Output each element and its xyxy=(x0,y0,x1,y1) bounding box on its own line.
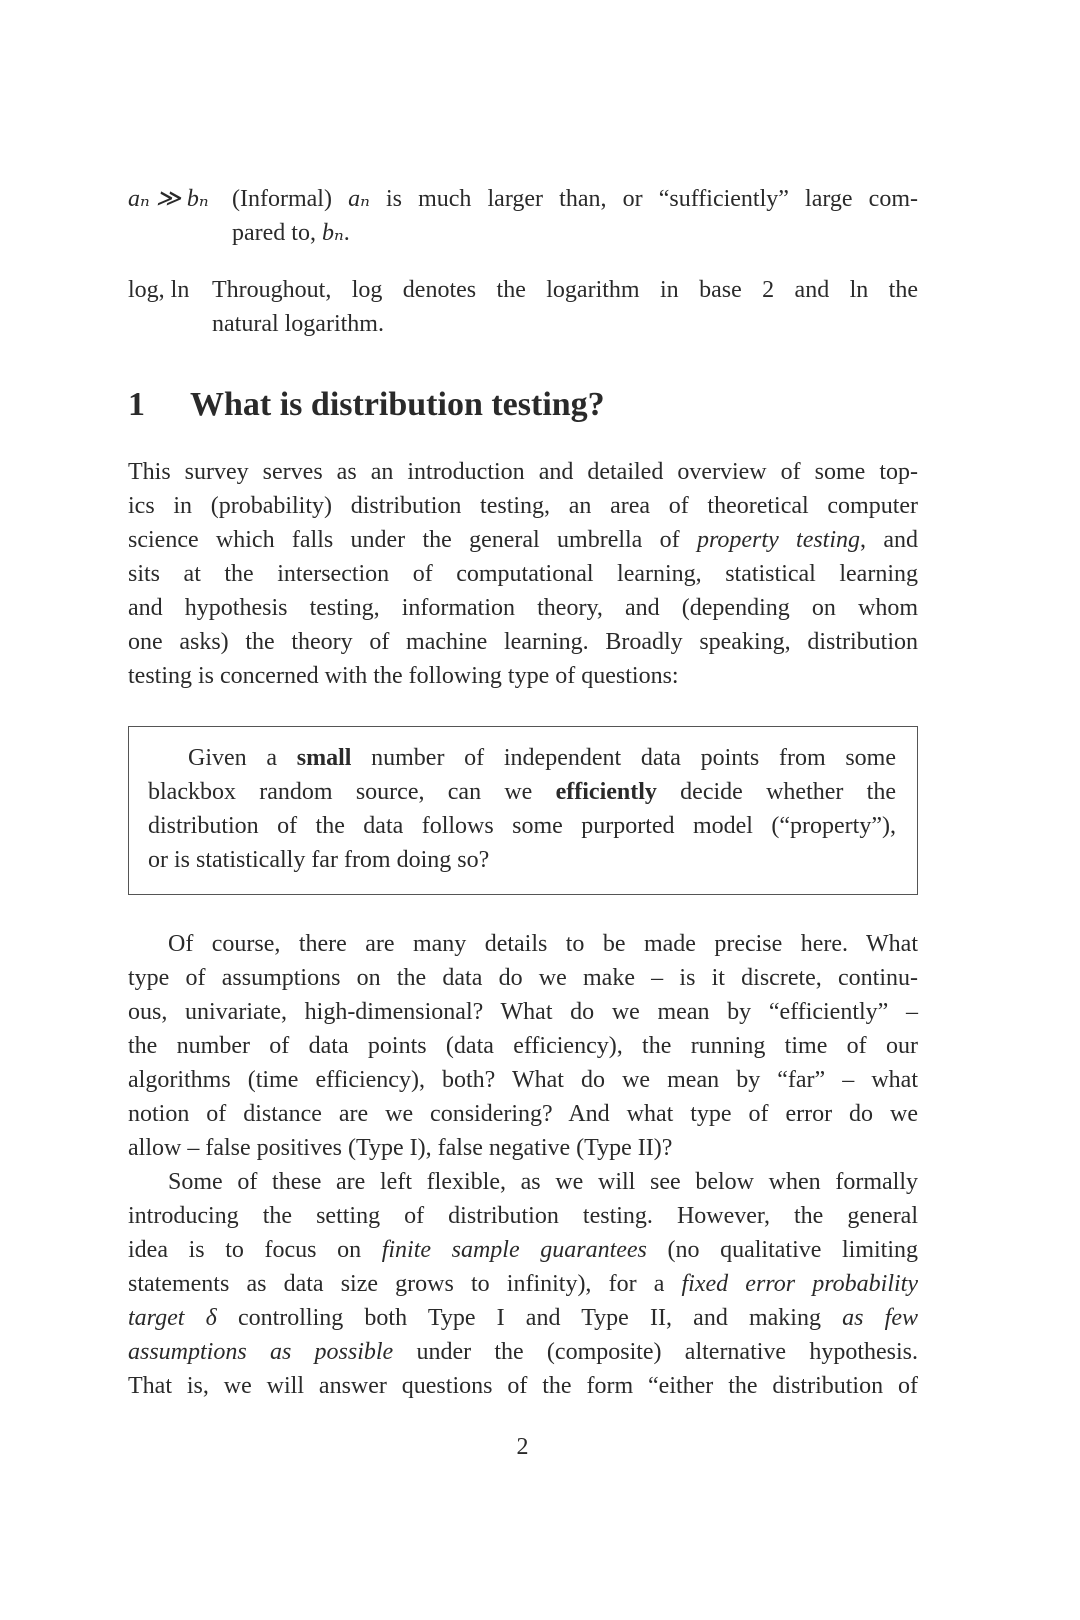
text-segment: and hypothesis testing, information theory, and (depending on whom xyxy=(128,595,918,621)
paragraph-details xyxy=(128,927,918,1165)
text-line xyxy=(148,741,896,775)
text-line xyxy=(128,1029,918,1063)
text-segment: science which falls under the general umbrella of xyxy=(128,527,697,553)
bold-text: small xyxy=(296,745,352,771)
text-segment: statements as data size grows to infinity), for a xyxy=(128,1271,682,1297)
italic-text: bₙ xyxy=(321,220,344,246)
text-line xyxy=(128,557,918,591)
italic-text: assumptions as possible xyxy=(128,1339,394,1365)
text-segment: is much larger than, or “sufficiently” large com- xyxy=(369,186,918,212)
text-segment: That is, we will answer questions of the form “either the distribution of xyxy=(128,1373,918,1399)
page-number: 2 xyxy=(516,1434,529,1460)
definition-log xyxy=(128,273,918,343)
text-line xyxy=(128,1301,918,1335)
paragraph-flexible xyxy=(128,1165,918,1403)
text-line xyxy=(128,1199,918,1233)
definition-term: aₙ ≫ bₙ xyxy=(128,186,209,212)
italic-text: target δ xyxy=(128,1305,217,1331)
text-segment: idea is to focus on xyxy=(128,1237,382,1263)
text-segment: (Informal) xyxy=(232,186,349,212)
text-segment: allow – false positives (Type I), false negative (Type II)? xyxy=(128,1135,673,1161)
text-line xyxy=(128,927,918,961)
text-line xyxy=(128,1267,918,1301)
text-line xyxy=(232,216,918,250)
text-line xyxy=(128,455,918,489)
definition-much-larger xyxy=(128,182,918,252)
italic-text: fixed error probability xyxy=(681,1271,918,1297)
text-segment: pared to, xyxy=(232,220,322,246)
text-segment: (no qualitative limiting xyxy=(646,1237,918,1263)
text-segment: . xyxy=(343,220,350,246)
text-line xyxy=(128,1369,918,1403)
text-line xyxy=(128,1233,918,1267)
text-line xyxy=(212,307,918,341)
text-line xyxy=(128,995,918,1029)
text-segment: notion of distance are we considering? And what type of error do we xyxy=(128,1101,918,1127)
section-heading xyxy=(128,386,605,424)
text-line xyxy=(128,961,918,995)
text-segment: This survey serves as an introduction and detailed overview of some top- xyxy=(128,459,918,485)
italic-text: aₙ xyxy=(348,186,370,212)
section-number: 1 xyxy=(128,386,145,423)
text-segment: Some of these are left flexible, as we will see below when formally xyxy=(168,1169,918,1195)
text-segment: , and xyxy=(860,527,918,553)
text-line xyxy=(148,775,896,809)
text-segment: decide whether the xyxy=(656,779,896,805)
text-segment: introducing the setting of distribution testing. However, the general xyxy=(128,1203,918,1229)
text-segment: number of independent data points from some xyxy=(351,745,896,771)
text-segment: one asks) the theory of machine learning. Broadly speaking, distribution xyxy=(128,629,918,655)
text-line xyxy=(128,625,918,659)
italic-text: finite sample guarantees xyxy=(381,1237,647,1263)
text-segment: sits at the intersection of computational learning, statistical learning xyxy=(128,561,918,587)
paragraph-intro xyxy=(128,455,918,693)
text-segment: natural logarithm. xyxy=(212,311,384,337)
text-line xyxy=(128,1131,918,1165)
text-segment: distribution of the data follows some purported model (“property”), xyxy=(148,813,896,839)
text-line xyxy=(128,1097,918,1131)
section-title: What is distribution testing? xyxy=(190,386,605,423)
text-line xyxy=(232,182,918,216)
text-segment: algorithms (time efficiency), both? What do we mean by “far” – what xyxy=(128,1067,918,1093)
text-line xyxy=(148,843,896,877)
bold-text: efficiently xyxy=(555,779,657,805)
text-segment: Given a xyxy=(188,745,297,771)
text-segment: Throughout, log denotes the logarithm in base 2 and ln the xyxy=(212,277,918,303)
text-line xyxy=(128,489,918,523)
text-segment: testing is concerned with the following type of questions: xyxy=(128,663,679,689)
text-segment: type of assumptions on the data do we make – is it discrete, continu- xyxy=(128,965,918,991)
question-box-text xyxy=(148,741,896,877)
text-segment: controlling both Type I and Type II, and making xyxy=(216,1305,843,1331)
italic-text: as few xyxy=(842,1305,918,1331)
text-segment: ics in (probability) distribution testing, an area of theoretical computer xyxy=(128,493,918,519)
text-line xyxy=(128,1063,918,1097)
text-line xyxy=(128,523,918,557)
text-segment: the number of data points (data efficiency), the running time of our xyxy=(128,1033,918,1059)
text-line xyxy=(128,659,918,693)
text-segment: blackbox random source, can we xyxy=(148,779,556,805)
text-line xyxy=(212,273,918,307)
text-line xyxy=(128,1335,918,1369)
text-line xyxy=(148,809,896,843)
text-segment: Of course, there are many details to be made precise here. What xyxy=(168,931,918,957)
definition-term: log, ln xyxy=(128,277,190,303)
italic-text: property testing xyxy=(696,527,861,553)
text-segment: or is statistically far from doing so? xyxy=(148,847,490,873)
text-segment: under the (composite) alternative hypothesis. xyxy=(393,1339,918,1365)
text-line xyxy=(128,1165,918,1199)
text-line xyxy=(128,591,918,625)
text-segment: ous, univariate, high-dimensional? What do we mean by “efficiently” – xyxy=(128,999,918,1025)
